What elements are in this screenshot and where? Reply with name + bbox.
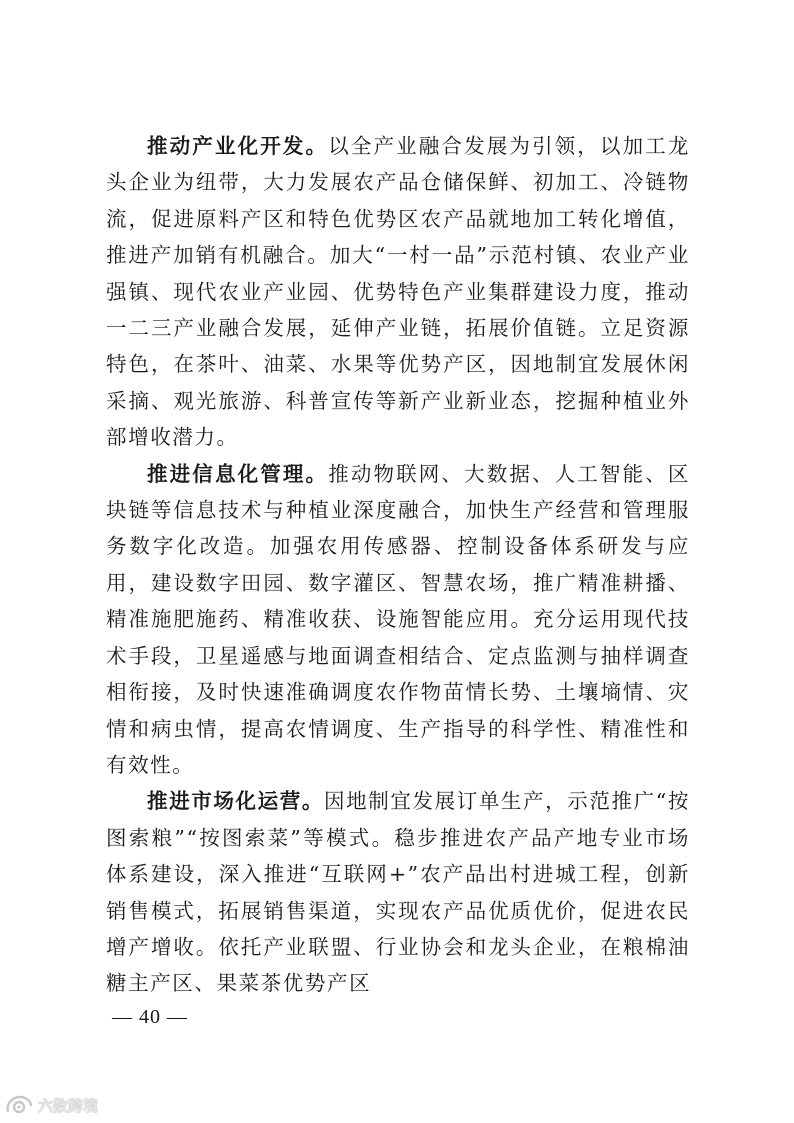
paragraph-text: 以全产业融合发展为引领，以加工龙头企业为纽带，大力发展农产品仓储保鲜、初加工、冷链物流，促进原料产区和特色优势区农产品就地加工转化增值，推进产加销有机融合。加大“一村一品”示范村镇、农业产业强镇、现代农业产业园、优势特色产业集群建设力度，推动一二三产业融合发展，延伸产业链，拓展价值链。立足资源特色，在茶叶、油菜、水果等优势产区，因地制宜发展休闲采摘、观光旅游、科普宣传等新产业新业态，挖掘种植业外部增收潜力。 bbox=[106, 134, 690, 450]
document-body bbox=[106, 128, 690, 1002]
paragraph-lead: 推进市场化运营。 bbox=[147, 789, 324, 814]
paragraph-text: 推动物联网、大数据、人工智能、区块链等信息技术与种植业深度融合，加快生产经营和管理服务数字化改造。加强农用传感器、控制设备体系研发与应用，建设数字田园、数字灌区、智慧农场，推广精准耕播、精准施肥施药、精准收获、设施智能应用。充分运用现代技术手段，卫星遥感与地面调查相结合、定点监测与抽样调查相衔接，及时快速准确调度农作物苗情长势、土壤墒情、灾情和病虫情，提高农情调度、生产指导的科学性、精准性和有效性。 bbox=[106, 461, 690, 777]
watermark-text: 六数跨境 bbox=[38, 1096, 99, 1115]
paragraph-lead: 推进信息化管理。 bbox=[147, 461, 329, 486]
paragraph-informatization bbox=[106, 456, 690, 784]
watermark bbox=[4, 1092, 98, 1118]
paragraph-text: 因地制宜发展订单生产，示范推广“按图索粮”“按图索菜”等模式。稳步推进农产品产地专业市场体系建设，深入推进“互联网+”农产品出村进城工程，创新销售模式，拓展销售渠道，实现农产品优质优价，促进农民增产增收。依托产业联盟、行业协会和龙头企业，在粮棉油糖主产区、果菜茶优势产区 bbox=[106, 789, 690, 996]
camera-logo-icon bbox=[4, 1094, 34, 1116]
paragraph-industrialization bbox=[106, 128, 690, 456]
paragraph-lead: 推动产业化开发。 bbox=[147, 134, 329, 158]
paragraph-marketization bbox=[106, 783, 690, 1001]
page-number: — 40 — bbox=[112, 1006, 188, 1028]
